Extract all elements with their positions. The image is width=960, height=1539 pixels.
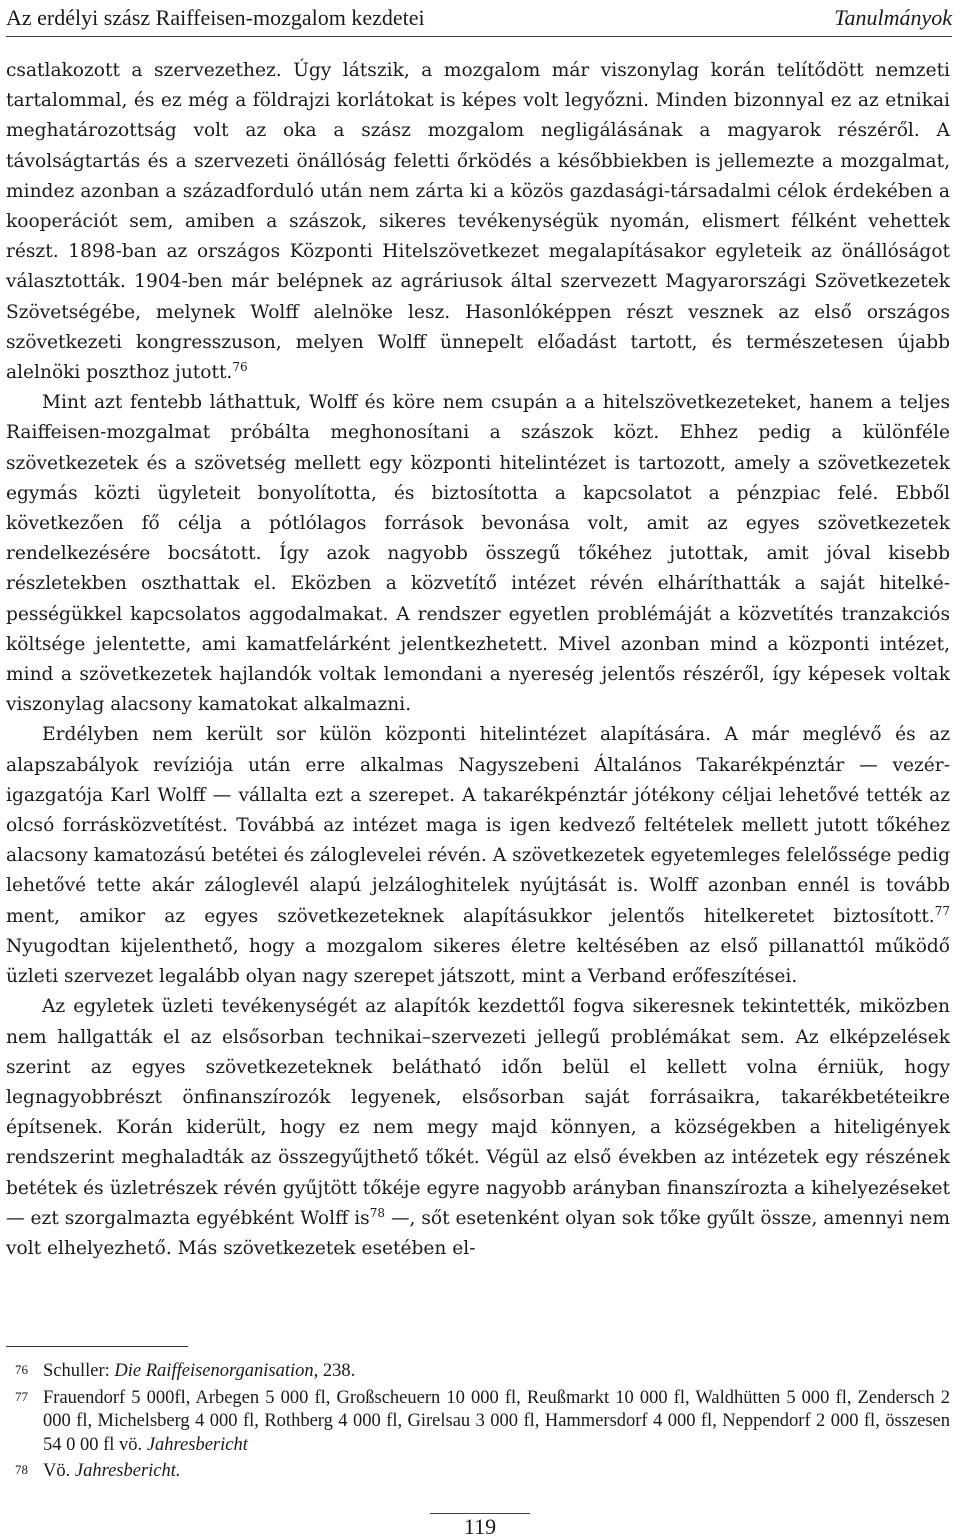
paragraph-text: Az egyletek üzleti tevékenységét az alapítók kezdettől fogva sikeresnek tekintették, miközben nem hallgatták el az elsősorban technikai–szervezeti jellegű problémákat sem. Az elképzelések szerint az egyes szövetkezeteknek belátható időn belül el kellett volna érniük, hogy legnagyobbrészt önfinanszírozók legyenek, elsősorban saját forrásaikra, takarékbetéteikre építsenek. Korán kiderült, hogy ez nem megy majd könnyen, a községekben a hiteligények rendszerint meghaladták az összegyűjthető tőkét. Végül az első években az intézetek egy részének betétek és üzletrészek révén gyűjtött tőkéje egyre nagyobb arányban finanszírozta a kihelyezéseket — ezt szorgalmazta egyébként Wolff is bbox=[6, 996, 950, 1229]
footnote-title: Jahresbericht. bbox=[74, 1461, 181, 1482]
footnote-ref[interactable]: 78 bbox=[369, 1205, 385, 1220]
footnote-divider bbox=[6, 1346, 188, 1347]
running-header bbox=[6, 2, 952, 37]
footnote-title: Die Raiffeisenorganisation, bbox=[114, 1361, 319, 1381]
footnote-number: 77 bbox=[15, 1388, 28, 1404]
paragraph-text: Nyugodtan kijelenthető, hogy a mozgalom sikeres életre keltésében az első pillanattól működő üzleti szervezet legalább olyan nagy szerepet játszott, mint a Verband erőfeszítései. bbox=[6, 935, 950, 988]
footnote-number: 78 bbox=[15, 1462, 28, 1478]
body-text bbox=[6, 56, 950, 1264]
footnote-text: Vö. bbox=[43, 1461, 75, 1482]
paragraph-text: csatlakozott a szervezethez. Úgy látszik, a mozgalom már viszonylag korán telítődött nemzeti tartalommal, és ez még a földrajzi korlátokat is képes volt legyőzni. Minden bizonnyal ez az etnikai meghatározottság volt az oka a szász mozgalom negligálásának a magyarok részéről. A távolságtartás és a szervezeti önállóság feletti őrködés a későbbiekben is jellemezte a mozgalmat, mindez azonban a századforduló után nem zárta ki a közös gazdasági-társadalmi célok érdekében a kooperációt sem, amiben a szászok, sikeres tevékenységük nyomán, elismert félként vehettek részt. 1898-ban az országos Központi Hitelszövetkezet megalapításakor egyleteik az önállóságot választották. 1904-ben már belépnek az agráriusok által szervezett Magyarországi Szövetkezetek Szövetségébe, melynek Wolff alelnöke lesz. Hasonlóképpen részt vesznek az első országos szövetkezeti kongresszuson, melyen Wolff ünnepelt előadást tartott, és természetesen újabb alelnöki poszthoz jutott. bbox=[6, 60, 950, 384]
footnote-text: Frauendorf 5 000fl, Arbegen 5 000 fl, Großscheuern 10 000 fl, Reußmarkt 10 000 fl, Waldhütten 5 000 fl, Zendersch 2 000 fl, Michelsberg 4 000 fl, Rothberg 4 000 fl, Girelsau 3 000 fl, Hammersdorf 4 000 fl, Neppendorf 2 000 fl, összesen 54 0 00 fl vö. bbox=[43, 1387, 950, 1455]
footnote bbox=[6, 1387, 950, 1458]
header-section: Tanulmányok bbox=[834, 5, 952, 30]
page-number: 119 bbox=[430, 1513, 530, 1539]
footnote-text: Schuller: bbox=[43, 1361, 115, 1381]
footnotes bbox=[6, 1360, 950, 1487]
footnote bbox=[6, 1360, 950, 1384]
page-footer bbox=[0, 1513, 960, 1539]
footnote-ref[interactable]: 76 bbox=[232, 359, 248, 374]
footnote-title: Jahresbericht bbox=[146, 1434, 248, 1455]
paragraph bbox=[6, 992, 950, 1264]
footnote-text: 238. bbox=[318, 1361, 356, 1381]
footnote-number: 76 bbox=[15, 1362, 28, 1377]
paragraph-text: Erdélyben nem került sor külön központi hitelintézet alapítására. A már meglévő és az alapszabályok revíziója után erre alkalmas Nagyszebeni Általános Takarékpénztár — vezérigazgatója Karl Wolff — vállalta ezt a szerepet. A takarékpénztár jótékony céljai lehetővé tették az olcsó forrásközvetítést. Továbbá az intézet maga is igen kedvező feltételek mellett jutott tőkéhez alacsony kamatozású betétei és záloglevelei révén. A szövetkezetek egyetemleges felelőssége pedig lehetővé tette akár záloglevél alapú jelzáloghitelek nyújtását is. Wolff azonban ennél is tovább ment, amikor az egyes szövetkezeteknek alapításukkor jelentős hitelkeretet biztosított. bbox=[6, 724, 950, 927]
paragraph bbox=[6, 56, 950, 388]
header-title: Az erdélyi szász Raiffeisen-mozgalom kezdetei bbox=[6, 5, 425, 30]
footnote-ref[interactable]: 77 bbox=[934, 903, 950, 918]
paragraph-text: —, sőt esetenként olyan sok tőke gyűlt össze, amennyi nem volt elhelyezhető. Más szövetkezetek esetében el- bbox=[6, 1207, 950, 1259]
paragraph bbox=[6, 388, 950, 720]
footnote bbox=[6, 1460, 950, 1484]
paragraph-text: Mint azt fentebb láthattuk, Wolff és köre nem csupán a a hitelszövetkezeteket, hanem a teljes Raiffeisen-mozgalmat próbálta meghonosítani a szászok közt. Ehhez pedig a különféle szövetkezetek és a szövetség mellett egy központi hitelintézet is tartozott, amely a szövetkezetek egymás közti ügyleteit bonyolította, és biztosította a kapcsolatot a pénzpiac felé. Ebből következően fő célja a pótlólagos források bevonása volt, amit az egyes szövetkezetek rendelkezésére bocsátott. Így azok nagyobb összegű tőkéhez jutottak, amit jóval kisebb részletekben oszthattak el. Eközben a közvetítő intézet révén elháríthatták a saját hitelképességükkel kapcsolatos aggodalmakat. A rendszer egyetlen problémáját a közvetítés tranzakciós költsége jelentette, ami kamatfelárként jelentkezhetett. Mivel azonban mind a központi intézet, mind a szövetkezetek hajlandók voltak lemondani a nyereség jelentős részéről, így képesek voltak viszonylag alacsony kamatokat alkalmazni. bbox=[6, 392, 950, 716]
paragraph bbox=[6, 720, 950, 992]
